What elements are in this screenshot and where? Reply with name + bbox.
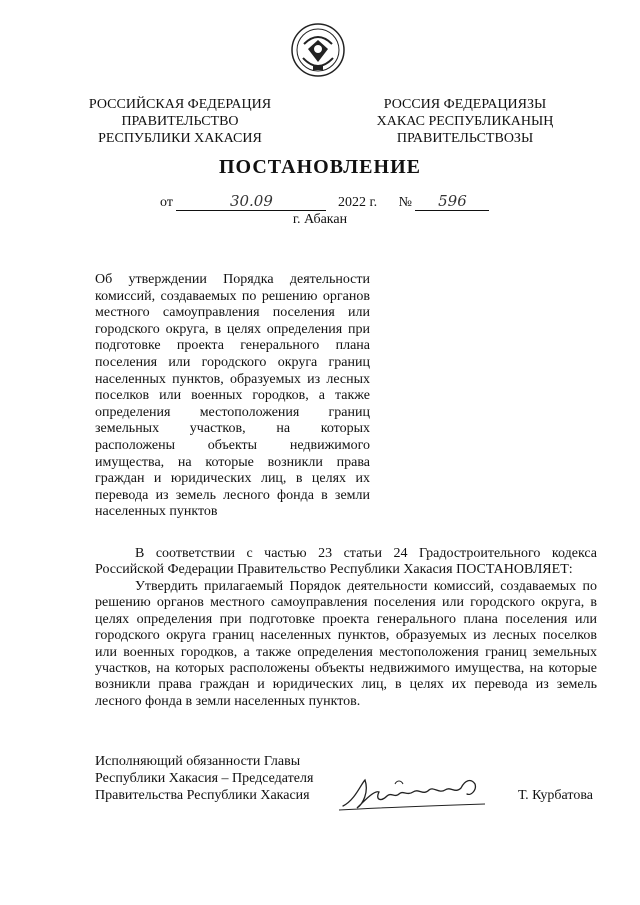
signatory-position-line: Правительства Республики Хакасия <box>95 787 310 803</box>
number-handwritten: 596 <box>415 192 489 211</box>
header-right-line: ПРАВИТЕЛЬСТВОЗЫ <box>396 131 534 146</box>
handwritten-signature <box>335 770 500 818</box>
header-right-line: РОССИЯ ФЕДЕРАЦИЯЗЫ <box>383 97 547 112</box>
number-label: № <box>398 195 412 210</box>
header-left-line: ПРАВИТЕЛЬСТВО <box>121 114 239 129</box>
city-label: г. Абакан <box>292 212 348 227</box>
body-paragraph-1: В соответствии с частью 23 статьи 24 Градостроительного кодекса Российской Федерации Правительство Республики Хакасия ПОСТАНОВЛЯЕТ: <box>95 546 597 578</box>
signatory-position <box>95 754 313 804</box>
header-right <box>350 96 580 147</box>
document-subject: Об утверждении Порядка деятельности комиссий, создаваемых по решению органов местного самоуправления поселения или городского округа, в целях определения при подготовке проекта генерального плана поселения или городского округа границ населенных пунктов, образуемых из лесных поселков или военных городков, а также определения местоположения границ земельных участков, на которых расположены объекты недвижимого имущества, на которые возникли права граждан и юридических лиц, в целях их перевода из земель лесного фонда в земли населенных пунктов <box>95 272 370 520</box>
signatory-name: Т. Курбатова <box>518 788 593 803</box>
date-number-row <box>160 192 489 214</box>
header-right-line: ХАКАС РЕСПУБЛИКАНЫҢ <box>376 114 554 129</box>
signatory-position-line: Республики Хакасия – Председателя <box>95 770 314 786</box>
document-title: ПОСТАНОВЛЕНИЕ <box>219 156 421 178</box>
header-left-line: РЕСПУБЛИКИ ХАКАСИЯ <box>98 131 262 146</box>
coat-of-arms-icon <box>290 22 346 78</box>
date-from-label: от <box>160 195 173 210</box>
body-paragraph-2: Утвердить прилагаемый Порядок деятельности комиссий, создаваемых по решению органов местного самоуправления поселения или городского округа, в целях определения при подготовке проекта генерального плана поселения или городского округа границ населенных пунктов, образуемых из лесных поселков или военных городков, а также определения местоположения границ земельных участков, на которых расположены объекты недвижимого имущества, на которые возникли права граждан и юридических лиц, в целях их перевода из земель лесного фонда в земли населенных пунктов. <box>95 579 597 709</box>
signatory-position-line: Исполняющий обязанности Главы <box>95 754 301 769</box>
year-label: 2022 г. <box>337 195 378 210</box>
header-left <box>70 96 290 147</box>
header-left-line: РОССИЙСКАЯ ФЕДЕРАЦИЯ <box>88 97 272 112</box>
date-handwritten: 30.09 <box>176 192 326 211</box>
